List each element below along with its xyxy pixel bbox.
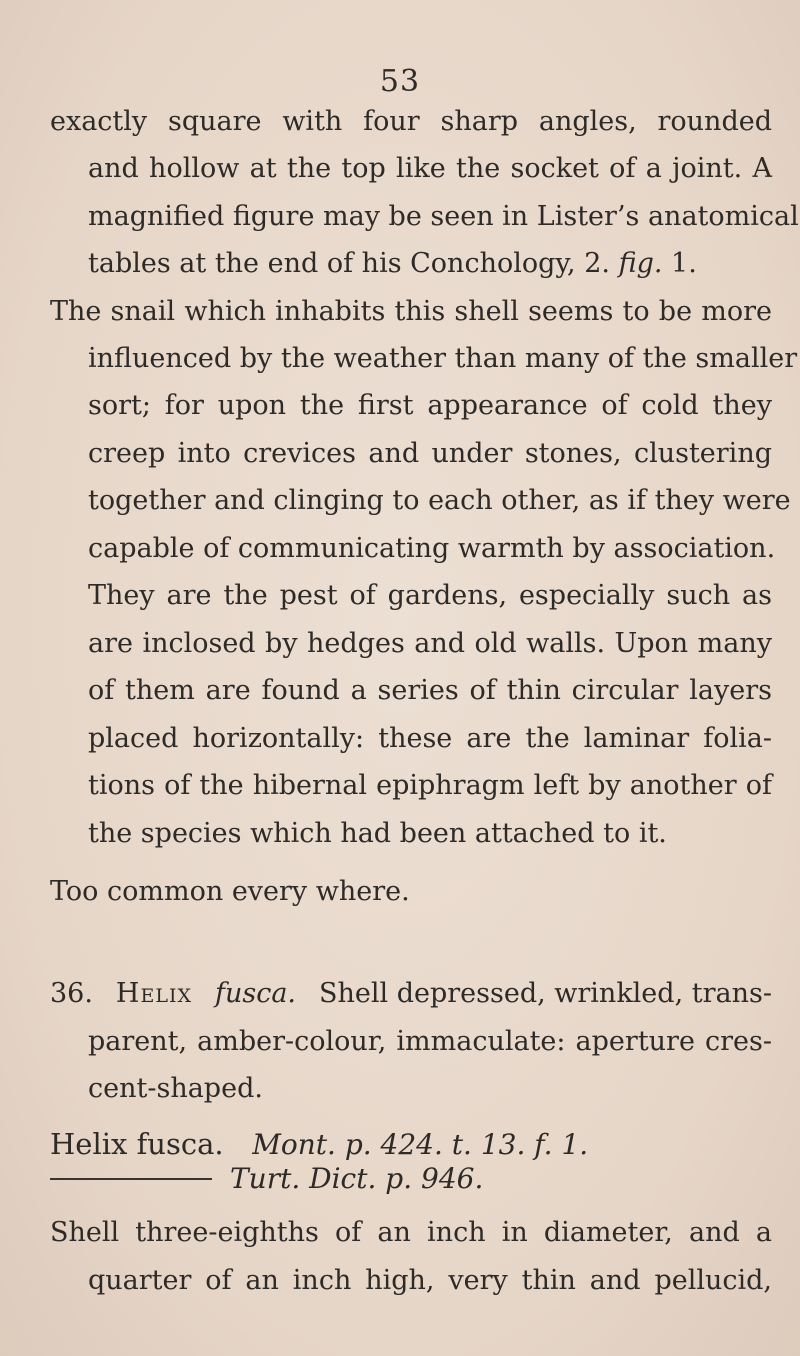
text-line xyxy=(88,250,772,277)
text-line: quarter of an inch high, very thin and pellucid, xyxy=(88,1265,772,1296)
synonym-reference: Turt. Dict. p. 946. xyxy=(230,1162,484,1195)
page-number: 53 xyxy=(379,64,421,99)
text-line: the species which had been attached to it. xyxy=(88,818,667,849)
species-genus: Helix xyxy=(115,978,192,1009)
text-line: They are the pest of gardens, especially such as xyxy=(88,580,772,611)
text-fragment: tables at the end of his Conchology, 2. xyxy=(88,248,610,279)
figure-number: 1. xyxy=(671,248,697,279)
text-line: together and clinging to each other, as if they were xyxy=(88,485,791,516)
species-heading xyxy=(50,980,772,1007)
figure-abbreviation: fig. xyxy=(618,248,663,279)
ditto-rule xyxy=(50,1178,212,1180)
text-line: are inclosed by hedges and old walls. Upon many xyxy=(88,628,772,659)
text-line: parent, amber-colour, immaculate: aperture cres- xyxy=(88,1026,772,1057)
text-line: capable of communicating warmth by association. xyxy=(88,533,776,564)
species-epithet: fusca. xyxy=(214,978,297,1009)
text-line: Too common every where. xyxy=(50,876,410,907)
text-line: Shell three-eighths of an inch in diameter, and a xyxy=(50,1217,772,1248)
text-line: magnified figure may be seen in Lister’s anatomical xyxy=(88,201,799,232)
text-line: creep into crevices and under stones, clustering xyxy=(88,438,772,469)
text-line: and hollow at the top like the socket of a joint. A xyxy=(88,153,772,184)
synonym-line xyxy=(50,1127,589,1161)
text-line: The snail which inhabits this shell seems to be more xyxy=(50,296,772,327)
text-line: influenced by the weather than many of the smaller xyxy=(88,343,798,374)
species-number: 36. xyxy=(50,978,93,1009)
text-line: exactly square with four sharp angles, rounded xyxy=(50,106,772,137)
text-line: tions of the hibernal epiphragm left by another of xyxy=(88,770,772,801)
synonym-reference: Mont. p. 424. t. 13. f. 1. xyxy=(252,1128,589,1161)
text-line: placed horizontally: these are the laminar folia- xyxy=(88,723,772,754)
text-line: of them are found a series of thin circular layers xyxy=(88,675,772,706)
species-description: Shell depressed, wrinkled, trans- xyxy=(318,978,772,1009)
synonym-name: Helix fusca. xyxy=(50,1127,224,1161)
text-line: cent-shaped. xyxy=(88,1073,263,1104)
text-line: sort; for upon the first appearance of cold they xyxy=(88,390,772,421)
